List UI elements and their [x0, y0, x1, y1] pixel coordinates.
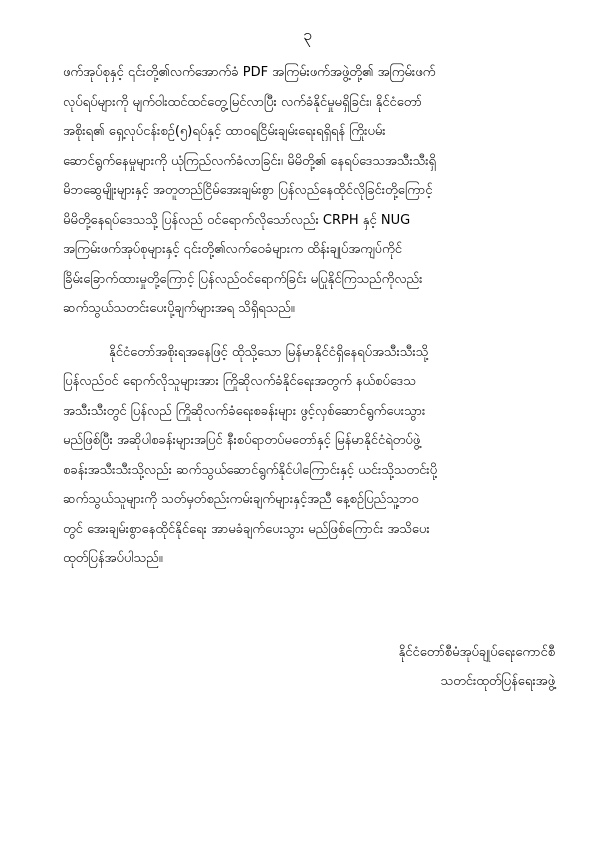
- paragraph-2: [63, 338, 555, 574]
- paragraph-line: နိုင်ငံတော်အစိုးရအနေဖြင့် ထိုသို့သော မြန်မာနိုင်ငံရှိနေရပ်အသီးသီးသို့: [109, 344, 429, 360]
- paragraph-line: အသီးသီးတွင် ပြန်လည် ကြိုဆိုလက်ခံရေးစခန်းများ ဖွင့်လှစ်ဆောင်ရွက်ပေးသွား: [63, 403, 426, 419]
- paragraph-line: အစိုးရ၏ ရှေ့လုပ်ငန်းစဉ်(၅)ရပ်နှင့် ထာဝရငြိမ်းချမ်းရေးရရှိရန် ကြိုးပမ်း: [63, 124, 386, 139]
- issuing-council: နိုင်ငံတော်စီမံအုပ်ချုပ်ရေးကောင်စီ: [398, 645, 555, 660]
- paragraph-line: မိဘဆွေမျိုးများနှင့် အတူတည်ငြိမ်အေးချမ်းစွာ ပြန်လည်နေထိုင်လိုခြင်းတို့ကြောင့်: [63, 183, 433, 198]
- paragraph-line: အကြမ်းဖက်အုပ်စုများနှင့် ၎င်းတို့၏လက်ဝေခံများက ထိန်းချုပ်အကျပ်ကိုင်: [63, 242, 402, 257]
- signature-block: [399, 638, 555, 696]
- issuing-team: သတင်းထုတ်ပြန်ရေးအဖွဲ့: [440, 674, 555, 689]
- paragraph-line: မည်ဖြစ်ပြီး အဆိုပါစခန်းများအပြင် နီးစပ်ရာတပ်မတော်နှင့် မြန်မာနိုင်ငံရဲတပ်ဖွဲ့: [63, 433, 421, 448]
- document-body: [63, 58, 555, 574]
- page-number: ၃: [303, 25, 312, 44]
- paragraph-line: ဆက်သွယ်သတင်းပေးပို့ချက်များအရ သိရှိရသည်။: [63, 301, 295, 316]
- paragraph-line: ဆက်သွယ်သူများကို သတ်မှတ်စည်းကမ်းချက်များနှင့်အညီ နေ့စဉ်ပြည်သူ့ဘဝ: [63, 492, 419, 507]
- paragraph-1: [63, 58, 555, 324]
- paragraph-line: ဖက်အုပ်စုနှင့် ၎င်းတို့၏လက်အောက်ခံ PDF အကြမ်းဖက်အဖွဲ့တို့၏ အကြမ်းဖက်: [63, 65, 436, 80]
- paragraph-line: စခန်းအသီးသီးသို့လည်း ဆက်သွယ်ဆောင်ရွက်နိုင်ပါကြောင်းနှင့် ယင်းသို့သတင်းပို့: [63, 462, 437, 478]
- paragraph-line: မိမိတို့နေရပ်ဒေသသို့ ပြန်လည် ဝင်ရောက်လိုသော်လည်း CRPH နှင့် NUG: [63, 212, 411, 228]
- paragraph-line: ပြန်လည်ဝင် ရောက်လိုသူများအား ကြိုဆိုလက်ခံနိုင်ရေးအတွက် နယ်စပ်ဒေသ: [63, 374, 416, 389]
- paragraph-line: တွင် အေးချမ်းစွာနေထိုင်နိုင်ရေး အာမခံချက်ပေးသွား မည်ဖြစ်ကြောင်း အသိပေး: [63, 521, 430, 537]
- paragraph-line: ဆောင်ရွက်နေမှုများကို ယုံကြည်လက်ခံလာခြင်း၊ မိမိတို့၏ နေရပ်ဒေသအသီးသီးရှိ: [63, 153, 437, 169]
- paragraph-line: ခြိမ်းခြောက်ထားမှုတို့ကြောင့် ပြန်လည်ဝင်ရောက်ခြင်း မပြုနိုင်ကြသည်ကိုလည်း: [63, 271, 423, 287]
- paragraph-line: လုပ်ရပ်များကို မျက်ဝါးထင်ထင်တွေ့မြင်လာပြီး လက်ခံနိုင်မှုမရှိခြင်း၊ နိုင်ငံတော်: [63, 94, 422, 110]
- paragraph-line: ထုတ်ပြန်အပ်ပါသည်။: [63, 551, 163, 566]
